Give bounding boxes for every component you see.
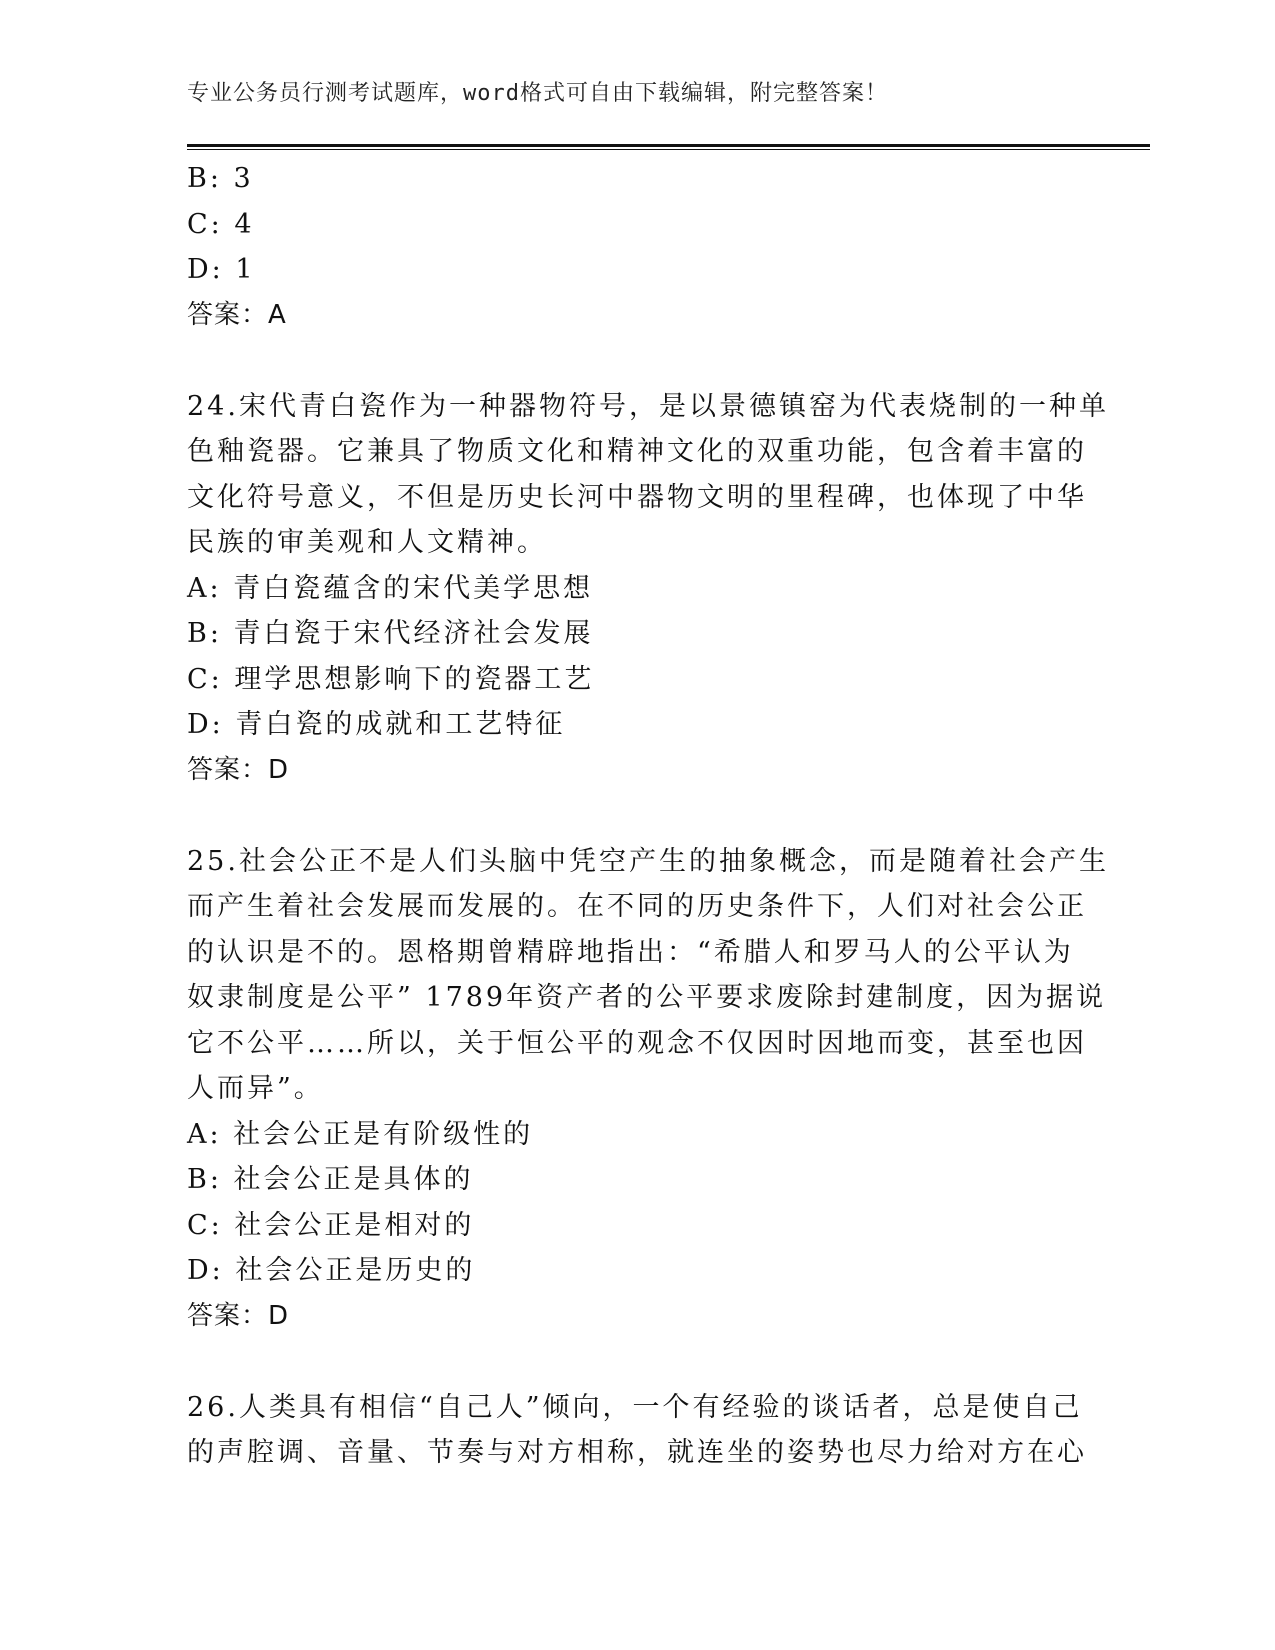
question-text-line: 的声腔调、音量、节奏与对方相称，就连坐的姿势也尽力给对方在心 [187, 1437, 1087, 1468]
page-header: 专业公务员行测考试题库，word格式可自由下载编辑，附完整答案！ [187, 81, 888, 106]
question-text-line: 24.宋代青白瓷作为一种器物符号，是以景德镇窑为代表烧制的一种单 [187, 390, 1109, 422]
question-23-tail [187, 156, 1087, 338]
question-text-line: 而产生着社会发展而发展的。在不同的历史条件下，人们对社会公正 [187, 891, 1087, 922]
question-text-line: 人而异”。 [187, 1073, 324, 1104]
question-text-line: 25.社会公正不是人们头脑中凭空产生的抽象概念，而是随着社会产生 [187, 845, 1109, 877]
header-rule-thin [187, 149, 1150, 150]
question-text-line: 它不公平……所以，关于恒公平的观念不仅因时因地而变，甚至也因 [187, 1027, 1087, 1059]
spacer [187, 793, 1087, 839]
option-a: A: 青白瓷蕴含的宋代美学思想 [187, 572, 594, 604]
question-25 [187, 839, 1109, 1340]
question-text-line: 色釉瓷器。它兼具了物质文化和精神文化的双重功能，包含着丰富的 [187, 436, 1087, 467]
option-c: C: 社会公正是相对的 [187, 1209, 475, 1241]
option-a: A: 社会公正是有阶级性的 [187, 1118, 534, 1150]
option-b: B: 3 [187, 163, 254, 194]
document-body [187, 156, 1109, 1476]
answer: 答案：D [187, 1300, 290, 1331]
question-text-line: 文化符号意义，不但是历史长河中器物文明的里程碑，也体现了中华 [187, 481, 1087, 513]
question-text-line: 奴隶制度是公平” 1789年资产者的公平要求废除封建制度，因为据说 [187, 982, 1107, 1013]
spacer [187, 1339, 1087, 1385]
answer: 答案：A [187, 299, 287, 330]
option-d: D: 青白瓷的成就和工艺特征 [187, 709, 566, 740]
option-c: C: 4 [187, 208, 255, 240]
question-text-line: 26.人类具有相信“自己人”倾向，一个有经验的谈话者，总是使自己 [187, 1391, 1083, 1423]
option-d: D: 1 [187, 254, 256, 285]
spacer [187, 338, 1087, 384]
option-d: D: 社会公正是历史的 [187, 1255, 476, 1286]
option-b: B: 社会公正是具体的 [187, 1164, 474, 1195]
question-26 [187, 1385, 1087, 1476]
question-24 [187, 384, 1109, 794]
question-text-line: 民族的审美观和人文精神。 [187, 527, 547, 558]
question-text-line: 的认识是不的。恩格期曾精辟地指出：“希腊人和罗马人的公平认为 [187, 936, 1074, 968]
header-rule-thick [187, 144, 1150, 147]
option-c: C: 理学思想影响下的瓷器工艺 [187, 663, 595, 695]
option-b: B: 青白瓷于宋代经济社会发展 [187, 618, 594, 649]
answer: 答案：D [187, 754, 290, 785]
